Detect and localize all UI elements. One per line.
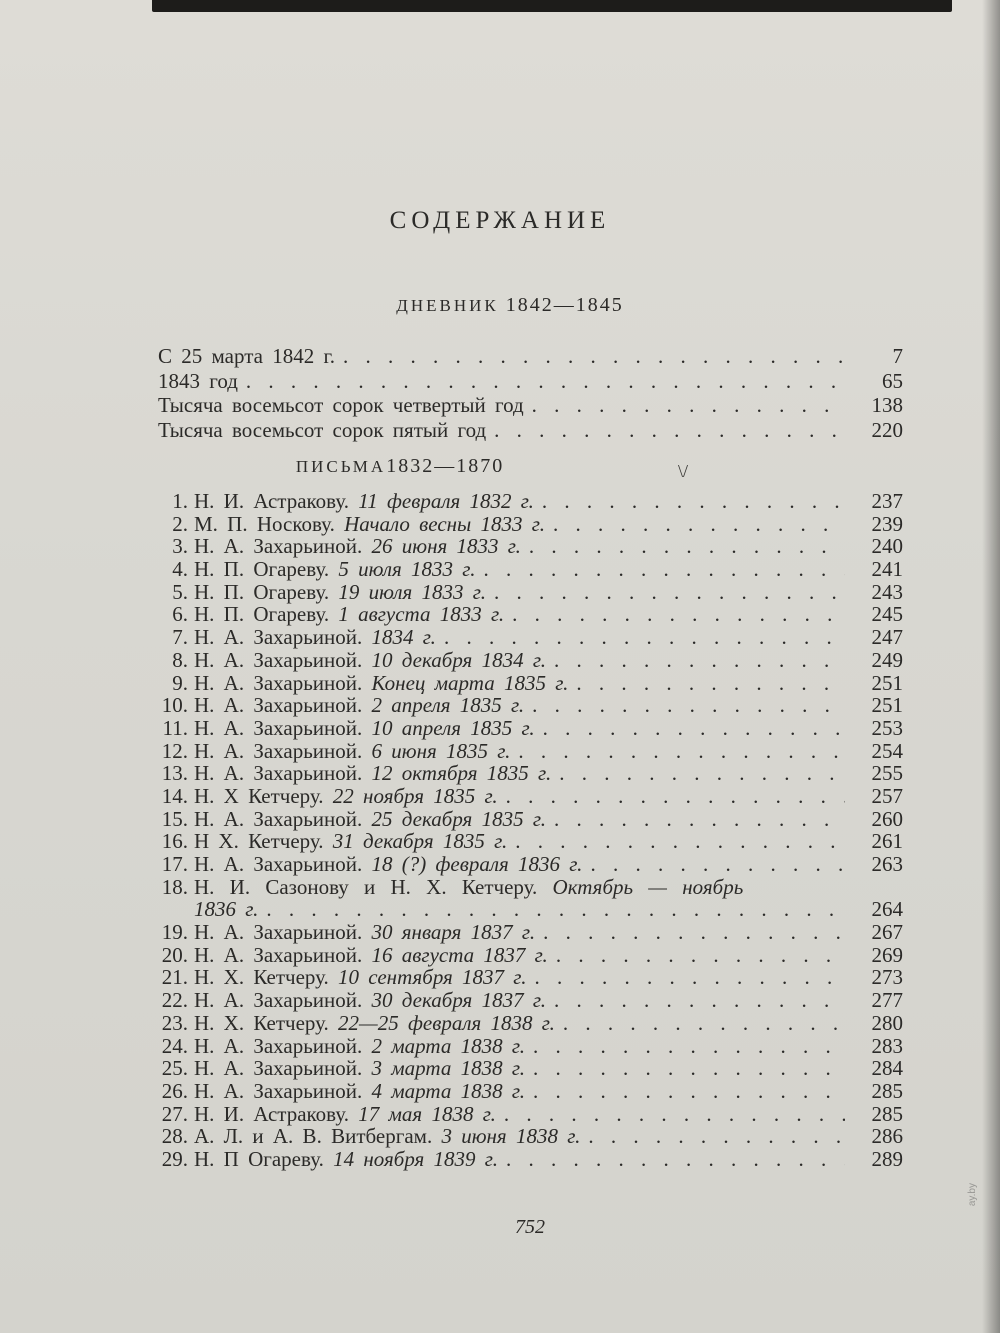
letter-number: 7. [172, 625, 188, 650]
letter-date: Конец марта 1835 г. [371, 670, 569, 695]
letter-number: 1. [172, 489, 188, 513]
letters-heading-years: 1832—1870 [386, 455, 505, 477]
diary-entry-page: 65 [882, 368, 903, 393]
list-item [158, 1035, 903, 1058]
leader-dots [506, 785, 845, 808]
letter-addressee: Н. А. Захарьиной. [194, 1033, 363, 1058]
letter-number: 5. [172, 579, 188, 604]
letter-date: 25 декабря 1835 г. [371, 806, 546, 831]
letter-addressee: М. П. Носкову. [194, 511, 335, 536]
letter-page: 264 [871, 897, 903, 922]
letter-number: 6. [172, 602, 188, 627]
letter-page: 277 [871, 988, 903, 1013]
letter-date: 26 июня 1833 г. [371, 534, 521, 559]
list-item [158, 369, 903, 394]
top-rule [152, 0, 952, 12]
letter-addressee: Н. А. Захарьиной. [194, 534, 363, 559]
leader-dots [246, 369, 845, 394]
letter-date: 1834 г. [371, 625, 436, 650]
letter-date: 3 марта 1838 г. [371, 1056, 525, 1081]
letter-number: 14. [161, 783, 188, 808]
leader-dots [266, 898, 845, 921]
letter-page: 241 [871, 557, 903, 582]
letter-date: 19 июля 1833 г. [338, 579, 486, 604]
list-item [158, 558, 903, 581]
list-item [158, 1103, 903, 1126]
letter-date: 11 февраля 1832 г. [358, 489, 534, 513]
letter-addressee: Н Х. Кетчеру. [194, 829, 324, 854]
list-item [158, 966, 903, 989]
stray-pencil-mark: \/ [678, 461, 689, 481]
diary-heading-years: 1842—1845 [505, 294, 624, 316]
leader-dots [534, 966, 845, 989]
letter-addressee: Н. Х Кетчеру. [194, 783, 324, 808]
letter-number: 16. [161, 829, 188, 854]
letter-title [194, 830, 507, 853]
letter-addressee: Н. И. Астракову. [194, 489, 350, 513]
letter-title [194, 944, 548, 967]
letter-page: 251 [871, 693, 903, 718]
letter-page: 284 [871, 1056, 903, 1081]
letter-title [194, 581, 486, 604]
letter-date: 12 октября 1835 г. [371, 761, 552, 786]
letter-title [194, 966, 526, 989]
letter-addressee: Н. А. Захарьиной. [194, 738, 363, 763]
letter-title [194, 535, 521, 558]
letter-title [194, 853, 582, 876]
leader-dots [532, 393, 845, 418]
list-item [158, 672, 903, 695]
leader-dots [553, 513, 845, 536]
letter-page: 285 [871, 1101, 903, 1126]
letter-number: 4. [172, 557, 188, 582]
page-number: 752 [515, 1216, 545, 1238]
letter-page: 273 [871, 965, 903, 990]
letter-page: 280 [871, 1010, 903, 1035]
letter-date: Октябрь — ноябрь [552, 874, 744, 899]
letter-page: 243 [871, 579, 903, 604]
leader-dots [588, 1125, 845, 1148]
leader-dots [559, 762, 845, 785]
letter-addressee: Н. А. Захарьиной. [194, 852, 363, 876]
list-item [158, 944, 903, 967]
letter-number: 2. [172, 511, 188, 536]
letter-title [194, 762, 551, 785]
letter-date: 6 июня 1835 г. [371, 738, 511, 763]
leader-dots [543, 921, 845, 944]
letter-date: 30 января 1837 г. [371, 920, 536, 945]
list-item [158, 1080, 903, 1103]
letter-number: 18. [161, 874, 188, 899]
leader-dots [533, 1080, 845, 1103]
leader-dots [529, 535, 845, 558]
page-edge-shadow [982, 0, 1000, 1333]
letter-date: 17 мая 1838 г. [358, 1101, 496, 1126]
letter-addressee: Н. А. Захарьиной. [194, 988, 363, 1013]
letter-addressee: Н. А. Захарьиной. [194, 1056, 363, 1081]
leader-dots [494, 581, 845, 604]
leader-dots [533, 1057, 845, 1080]
letter-page: 251 [871, 670, 903, 695]
diary-entry-page: 220 [871, 417, 903, 442]
letter-date: 22—25 февраля 1838 г. [338, 1010, 555, 1035]
letter-page: 257 [871, 783, 903, 808]
list-item [158, 1125, 903, 1148]
leader-dots [506, 1148, 845, 1171]
letter-page: 263 [871, 852, 903, 876]
letter-addressee: Н. А. Захарьиной. [194, 1078, 363, 1103]
leader-dots [590, 853, 845, 876]
letter-number: 28. [161, 1124, 188, 1149]
letter-page: 237 [871, 489, 903, 513]
leader-dots [532, 694, 845, 717]
letter-number: 21. [161, 965, 188, 990]
leader-dots [518, 740, 845, 763]
letter-addressee: А. Л. и А. В. Витбергам. [194, 1124, 433, 1149]
letter-page: 283 [871, 1033, 903, 1058]
list-item [158, 581, 903, 604]
letter-addressee: Н. Х. Кетчеру. [194, 1010, 329, 1035]
leader-dots [543, 717, 845, 740]
list-item [158, 876, 903, 899]
letter-title [194, 989, 546, 1012]
letter-date: 1 августа 1833 г. [338, 602, 505, 627]
letter-date: 10 апреля 1835 г. [371, 715, 535, 740]
letter-title [194, 1057, 525, 1080]
letter-title [194, 1012, 555, 1035]
list-item [158, 989, 903, 1012]
letter-title [194, 876, 903, 899]
letter-title [194, 717, 535, 740]
diary-heading [10, 294, 1000, 317]
letter-title [194, 1035, 525, 1058]
diary-entry-title: С 25 марта 1842 г. [158, 344, 335, 368]
letters-heading-word: ПИСЬМА [295, 457, 387, 476]
letter-page: 255 [871, 761, 903, 786]
list-item [158, 649, 903, 672]
letter-addressee: Н. П Огареву. [194, 1146, 324, 1171]
page-title: СОДЕРЖАНИЕ [389, 207, 611, 234]
letter-page: 261 [871, 829, 903, 854]
list-item [158, 694, 903, 717]
letter-title-cont [194, 898, 258, 921]
leader-dots [483, 558, 845, 581]
letter-page: 260 [871, 806, 903, 831]
letter-date-cont: 1836 г. [194, 897, 259, 922]
letters-heading [0, 455, 900, 478]
letter-addressee: Н. А. Захарьиной. [194, 761, 363, 786]
letter-addressee: Н. А. Захарьиной. [194, 942, 363, 967]
letter-title [194, 603, 504, 626]
list-item [158, 853, 903, 876]
letter-number: 17. [161, 852, 188, 876]
letter-page: 254 [871, 738, 903, 763]
letter-title [194, 672, 568, 695]
letter-addressee: Н. А. Захарьиной. [194, 806, 363, 831]
leader-dots [512, 603, 845, 626]
letter-date: 2 марта 1838 г. [371, 1033, 525, 1058]
list-item [158, 808, 903, 831]
letter-page: 240 [871, 534, 903, 559]
letter-addressee: Н. А. Захарьиной. [194, 920, 363, 945]
list-item [158, 785, 903, 808]
letter-title [194, 626, 436, 649]
letter-page: 253 [871, 715, 903, 740]
letter-date: 10 сентября 1837 г. [338, 965, 527, 990]
letter-page: 269 [871, 942, 903, 967]
letter-date: 4 марта 1838 г. [371, 1078, 525, 1103]
letter-title [194, 921, 535, 944]
letter-number: 25. [161, 1056, 188, 1081]
list-item [158, 535, 903, 558]
letter-date: 2 апреля 1835 г. [371, 693, 525, 718]
letter-date: 10 декабря 1834 г. [371, 647, 546, 672]
letter-number: 10. [161, 693, 188, 718]
list-item [158, 513, 903, 536]
letter-title [194, 1103, 496, 1126]
letter-title [194, 513, 545, 536]
leader-dots [494, 418, 845, 443]
letter-date: 16 августа 1837 г. [371, 942, 548, 967]
list-item [158, 1148, 903, 1171]
letter-addressee: Н. Х. Кетчеру. [194, 965, 329, 990]
letter-date: 30 декабря 1837 г. [371, 988, 546, 1013]
letter-title [194, 558, 475, 581]
letter-title [194, 694, 524, 717]
diary-entry-title: 1843 год [158, 368, 238, 393]
list-item [158, 921, 903, 944]
letter-number: 27. [161, 1101, 188, 1126]
list-item [158, 626, 903, 649]
leader-dots [554, 649, 845, 672]
list-item [158, 830, 903, 853]
letter-number: 26. [161, 1078, 188, 1103]
leader-dots [554, 808, 845, 831]
letter-title [194, 649, 546, 672]
list-item [158, 418, 903, 443]
leader-dots [576, 672, 845, 695]
letter-date: 18 (?) февраля 1836 г. [371, 852, 583, 876]
letter-page: 247 [871, 625, 903, 650]
list-item [158, 1057, 903, 1080]
letter-title [194, 490, 534, 513]
letter-number: 15. [161, 806, 188, 831]
letter-title [194, 808, 546, 831]
letter-page: 249 [871, 647, 903, 672]
letter-number: 8. [172, 647, 188, 672]
letter-addressee: Н. А. Захарьиной. [194, 647, 363, 672]
leader-dots [542, 490, 845, 513]
letter-addressee: Н. А. Захарьиной. [194, 715, 363, 740]
diary-entry-page: 138 [871, 393, 903, 417]
letter-number: 3. [172, 534, 188, 559]
letter-page: 245 [871, 602, 903, 627]
list-item [158, 490, 903, 513]
leader-dots [563, 1012, 845, 1035]
list-item [158, 898, 903, 921]
letter-addressee: Н. А. Захарьиной. [194, 670, 363, 695]
letter-page: 285 [871, 1078, 903, 1103]
diary-heading-word: ДНЕВНИК [396, 296, 499, 315]
letter-number: 9. [172, 670, 188, 695]
letter-number: 24. [161, 1033, 188, 1058]
leader-dots [556, 944, 845, 967]
list-item [158, 344, 903, 369]
letter-title [194, 1148, 498, 1171]
letter-addressee: Н. И. Сазонову и Н. Х. Кетчеру. [194, 874, 538, 899]
letter-number: 13. [161, 761, 188, 786]
leader-dots [515, 830, 845, 853]
letter-date: 31 декабря 1835 г. [332, 829, 508, 854]
letters-toc-list [158, 490, 903, 1171]
letter-addressee: Н. П. Огареву. [194, 579, 330, 604]
diary-entry-page: 7 [892, 344, 903, 368]
letter-number: 23. [161, 1010, 188, 1035]
letter-addressee: Н. А. Захарьиной. [194, 625, 363, 650]
letter-number: 12. [161, 738, 188, 763]
leader-dots [554, 989, 845, 1012]
leader-dots [444, 626, 845, 649]
list-item [158, 1012, 903, 1035]
letter-addressee: Н. П. Огареву. [194, 602, 330, 627]
letter-page: 289 [871, 1146, 903, 1171]
letter-addressee: Н. А. Захарьиной. [194, 693, 363, 718]
letter-page: 267 [871, 920, 903, 945]
list-item [158, 393, 903, 418]
letter-date: 22 ноября 1835 г. [332, 783, 498, 808]
letter-number: 20. [161, 942, 188, 967]
list-item [158, 717, 903, 740]
letter-title [194, 740, 510, 763]
diary-entry-title: Тысяча восемьсот сорок четвертый год [158, 393, 524, 417]
letter-title [194, 785, 498, 808]
letter-date: Начало весны 1833 г. [344, 511, 545, 536]
letter-date: 3 июня 1838 г. [441, 1124, 581, 1149]
leader-dots [533, 1035, 845, 1058]
watermark: ay.by [967, 1183, 978, 1207]
letter-title [194, 1080, 525, 1103]
letter-number: 11. [162, 715, 188, 740]
letter-date: 5 июля 1833 г. [338, 557, 476, 582]
leader-dots [343, 344, 845, 369]
letter-addressee: Н. П. Огареву. [194, 557, 330, 582]
list-item [158, 762, 903, 785]
letter-date: 14 ноября 1839 г. [333, 1146, 498, 1171]
list-item [158, 603, 903, 626]
leader-dots [504, 1103, 845, 1126]
letter-title [194, 1125, 580, 1148]
letter-page: 239 [871, 511, 903, 536]
diary-entry-title: Тысяча восемьсот сорок пятый год [158, 417, 487, 442]
letter-number: 22. [161, 988, 188, 1013]
list-item [158, 740, 903, 763]
letter-page: 286 [871, 1124, 903, 1149]
diary-toc-list [158, 344, 903, 442]
letter-addressee: Н. И. Астракову. [194, 1101, 350, 1126]
letter-number: 29. [161, 1146, 188, 1171]
letter-number: 19. [161, 920, 188, 945]
